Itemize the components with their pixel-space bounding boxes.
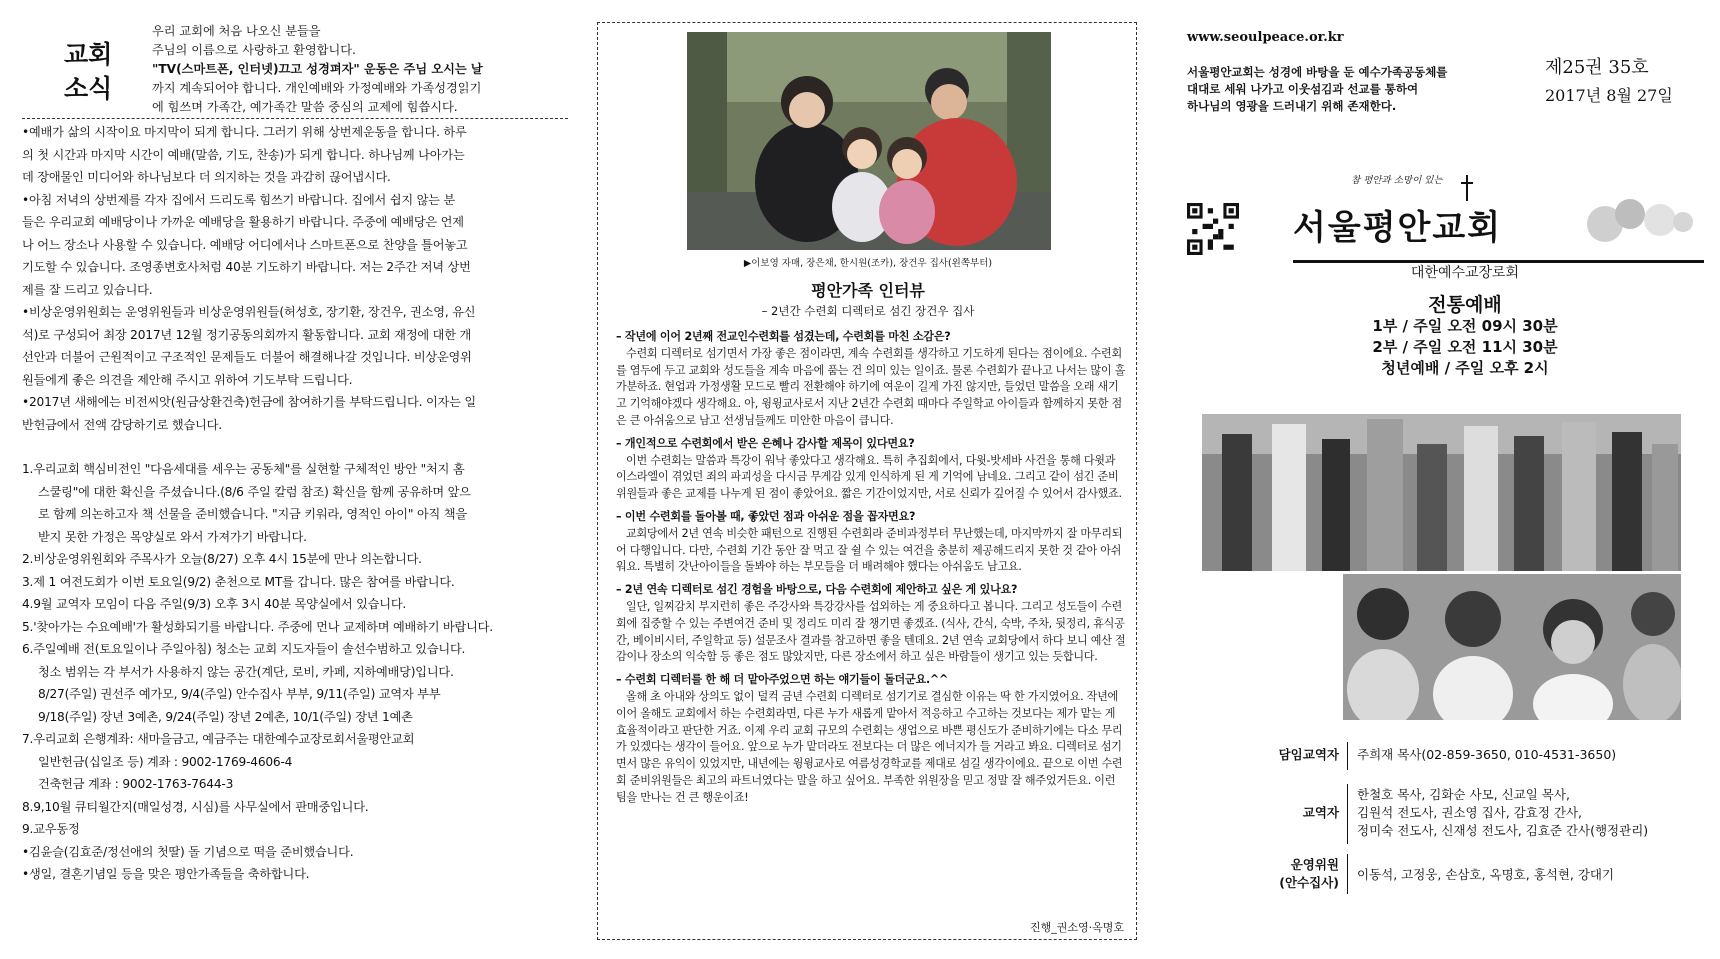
news-line: 9/18(주일) 장년 3예촌, 9/24(주일) 장년 2예촌, 10/1(주일) 장년 1예촌: [38, 709, 413, 724]
qr-code-icon: [1187, 203, 1239, 255]
photo-caption: ▶이보영 자매, 장은채, 한시원(조카), 장건우 집사(왼쪽부터): [743, 258, 993, 269]
news-line: 들은 우리교회 예배당이나 가까운 예배당을 활용하기 바랍니다. 주중에 예배당은 언제: [22, 215, 464, 229]
news-line: 로 함께 의논하고자 책 선물을 준비했습니다. "지금 키워라, 영적인 아이" 아직 책을: [38, 507, 467, 521]
divider: [1347, 854, 1348, 894]
news-line: 2.비상운영위원회와 주목사가 오늘(8/27) 오후 4시 15분에 만나 의논합니다.: [22, 552, 422, 566]
news-line: 8.9,10월 큐티월간지(매일성경, 시심)를 사무실에서 판매중입니다.: [22, 799, 369, 814]
staff-label: 운영위원 (안수집사): [1279, 857, 1339, 890]
interview-answer: 올해 초 아내와 상의도 없이 덜컥 금년 수련회 디렉터로 섬기기로 결심한 이유는 딱 한 가지였어요. 작년에 이어 올해도 교회에서 하는 수련회라면, 다른 누가 새롭게 맡아서 적응하고 수고하는 것보다는 제가 맡는 게 효율적이라고 판단한 거죠. 이제 우리 교회 규모의 수련회는 생업으로 바쁜 평신도가 준비하기에는 다소 무리가 있겠다는 생각이 들어요. 앞으로 누가 맡더라도 전보다는 더 많은 에너지가 들 거라고 봐요. 디렉터로 섬기면서 많은 유익이 있었지만, 내년에는 윙윙교사로 여름성경학교를 제대로 섬길 생각이에요. 끝으로 이번 수련회 준비위원들은 최고의 파트너였다는 말을 하고 싶어요. 부족한 위원장을 믿고 정말 잘 해주었거든요. 이런 팀을 만나는 건 큰 행운이죠!: [616, 689, 1123, 804]
news-line: 석)로 구성되어 최장 2017년 12월 정기공동의회까지 활동합니다. 교회 재정에 대한 개: [22, 327, 472, 342]
news-line: 제를 잘 드리고 있습니다.: [22, 282, 153, 297]
volume-number: 제25권 35호: [1545, 57, 1649, 78]
news-line: 반헌금에서 전액 감당하기로 했습니다.: [22, 417, 222, 432]
staff-label: 교역자: [1302, 805, 1339, 820]
staff-value: 정미숙 전도사, 신재성 전도사, 김효준 간사(행정관리): [1357, 823, 1649, 838]
news-line: 선안과 더불어 근원적이고 구조적인 문제들도 더불어 해결해나갈 것입니다. 비상운영위: [22, 350, 472, 364]
news-line: •김윤슬(김효준/정선애의 첫딸) 돌 기념으로 떡을 준비했습니다.: [22, 844, 354, 859]
staff-value: 이동석, 고정웅, 손삼호, 옥명호, 홍석현, 강대기: [1357, 867, 1615, 882]
interview-title: 평안가족 인터뷰: [811, 281, 925, 300]
news-line: •아침 저녁의 상번제를 각자 집에서 드리도록 힘쓰기 바랍니다. 집에서 쉽지 않는 분: [22, 192, 455, 207]
news-intro: 우리 교회에 처음 나오신 분들을 주님의 이름으로 사랑하고 환영합니다. "TV(스마트폰, 인터넷)끄고 성경펴자" 운동은 주님 오시는 날 까지 계속되어야 합니다. 개인예배와 가정예배와 가족성경읽기 에 힘쓰며 가족간, 예가족간 말씀 중심의 교제에 힘씁시다.: [152, 24, 483, 114]
staff-value: 한철호 목사, 김화순 사모, 신교일 목사,: [1357, 787, 1570, 802]
decorative-circles-icon: [1585, 192, 1695, 252]
news-line: •비상운영위원회는 운영위원들과 비상운영위원들(허성호, 장기환, 장건우, 권소영, 유신: [22, 305, 476, 319]
interview-body: [616, 329, 1126, 807]
divider: [22, 118, 568, 119]
interview-credit: 진행_권소영·옥명호: [1029, 921, 1124, 934]
staff-value: 김원석 전도사, 권소영 집사, 감효정 간사,: [1357, 805, 1582, 820]
interview-answer: 교회당에서 2년 연속 비슷한 패턴으로 진행된 수련회라 준비과정부터 무난했는데, 마지막까지 잘 마무리되어 다행입니다. 다만, 수련회 기간 동안 잘 먹고 잘 쉴 수 있는 여건을 충분히 제공해드리지 못한 것 같아 아쉬워요. 특별히 갓난아이들을 돌봐야 하는 부모들을 더 배려해야 했다는 아쉬움도 남고요.: [616, 526, 1123, 574]
news-body: [22, 121, 568, 886]
divider: [1347, 784, 1348, 844]
news-line: •생일, 결혼기념일 등을 맞은 평안가족들을 축하합니다.: [22, 867, 310, 881]
news-line: 건축헌금 계좌 : 9002-1763-7644-3: [38, 777, 234, 791]
news-heading: 교회 소식: [64, 40, 113, 103]
website-url[interactable]: www.seoulpeace.or.kr: [1187, 30, 1344, 45]
news-line: 5.'찾아가는 수요예배'가 활성화되기를 바랍니다. 주중에 먼나 교제하며 예배하기 바랍니다.: [22, 619, 493, 634]
church-logo-name: 서울평안교회: [1293, 208, 1503, 248]
interview-box: [597, 22, 1137, 940]
news-line: 8/27(주일) 권선주 예가모, 9/4(주일) 안수집사 부부, 9/11(주일) 교역자 부부: [38, 687, 441, 701]
denomination: 대한예수교장로회: [1410, 265, 1520, 281]
interview-question: – 개인적으로 수련회에서 받은 은혜나 감사할 제목이 있다면요?: [616, 436, 915, 450]
interview-subtitle: – 2년간 수련회 디렉터로 섬긴 장건우 집사: [761, 304, 975, 318]
news-line: 1.우리교회 핵심비전인 "다음세대를 세우는 공동체"를 실현할 구체적인 방안 "처지 홈: [22, 462, 465, 476]
prayer-photo: [1202, 414, 1681, 571]
interview-question: – 2년 연속 디렉터로 섬긴 경험을 바탕으로, 다음 수련회에 제안하고 싶은 게 있나요?: [616, 583, 1018, 597]
cross-icon: [1460, 175, 1474, 201]
interview-question: – 이번 수련회를 돌아볼 때, 좋았던 점과 아쉬운 점을 꼽자면요?: [616, 509, 916, 523]
news-line: 데 장애물인 미디어와 하나님보다 더 의지하는 것을 과감히 끊어냅시다.: [22, 170, 391, 184]
news-line: 스쿨링"에 대한 확신을 주셨습니다.(8/6 주일 칼럼 참조) 확신을 함께 공유하며 앞으: [38, 484, 471, 499]
children-praying-photo: [1343, 574, 1681, 720]
news-line: 기도할 수 있습니다. 조영종변호사처럼 40분 기도하기 바랍니다. 저는 2주간 저녁 상번: [22, 260, 471, 274]
interview-question: – 작년에 이어 2년째 전교인수련회를 섬겼는데, 수련회를 마친 소감은?: [616, 330, 951, 343]
news-line: 3.제 1 여전도회가 이번 토요일(9/2) 춘천으로 MT를 갑니다. 많은 참여를 바랍니다.: [22, 574, 455, 589]
service-times: 1부 / 주일 오전 09시 30분 2부 / 주일 오전 11시 30분 청년예배 / 주일 오후 2시: [1372, 317, 1558, 377]
interview-answer: 수련회 디렉터로 섬기면서 가장 좋은 점이라면, 계속 수련회를 생각하고 기도하게 된다는 점이에요. 수련회를 염두에 두고 교회와 성도들을 계속 마음에 품는 건 의미 있는 일이죠. 물론 수련회가 끝나고 나서는 많이 홀가분하죠. 현업과 가정생활 모드로 빨리 전환해야 하기에 여운이 길게 가진 않지만, 들었던 말씀을 오래 새기고 기억해야겠다 생각해요. 아, 윙윙교사로서 지난 2년간 수련회 때마다 주일학교 아이들과 함께하지 못한 점은 큰 아쉬움으로 남고 선생님들께도 미안한 마음이 큽니다.: [616, 346, 1126, 427]
church-tagline: 참 평안과 소망이 있는: [1351, 175, 1443, 186]
news-line: 일반헌금(십일조 등) 계좌 : 9002-1769-4606-4: [38, 754, 293, 769]
news-line: 청소 범위는 각 부서가 사용하지 않는 공간(계단, 로비, 카페, 지하예배당)입니다.: [38, 664, 454, 679]
interview-answer: 일단, 일찌감치 부지런히 좋은 주강사와 특강강사를 섭외하는 게 중요하다고 봅니다. 그리고 성도들이 수련회에 집중할 수 있는 주변여건 준비 및 정리도 미리 잘 챙기면 좋겠죠. (식사, 간식, 숙박, 주차, 뒷정리, 휴식공간, 베이비시터, 주일학교 등) 설문조사 결과를 참고하면 좋을 텐데요. 2년 연속 교회당에서 하다 보니 예산 절감이나 장소의 익숙함 등 좋은 점도 많았지만, 다른 장소에서 하고 싶은 바람들이 생기고 있는 듯합니다.: [616, 599, 1126, 664]
news-line: 의 첫 시간과 마지막 시간이 예배(말씀, 기도, 찬송)가 되게 합니다. 하나님께 나아가는: [22, 147, 465, 162]
news-line: •2017년 새해에는 비전씨앗(원금상환건축)헌금에 참여하기를 부탁드립니다. 이자는 일: [22, 395, 476, 409]
divider: [1347, 742, 1348, 770]
news-line: 9.교우동정: [22, 822, 80, 836]
issue-date: 2017년 8월 27일: [1545, 86, 1673, 105]
news-line: 4.9월 교역자 모임이 다음 주일(9/3) 오후 3시 40분 목양실에서 있습니다.: [22, 597, 407, 611]
news-line: 나 어느 장소나 사용할 수 있습니다. 예배당 어디에서나 스마트폰으로 찬양을 틀어놓고: [22, 237, 468, 252]
staff-value: 주희재 목사(02-859-3650, 010-4531-3650): [1357, 747, 1617, 762]
mission-statement: 서울평안교회는 성경에 바탕을 둔 예수가족공동체를 대대로 세워 나가고 이웃섬김과 선교를 통하여 하나님의 영광을 드러내기 위해 존재한다.: [1187, 65, 1448, 113]
interview-question: – 수련회 디렉터를 한 해 더 맡아주었으면 하는 얘기들이 돌더군요.^^: [616, 673, 948, 687]
news-line: 7.우리교회 은행계좌: 새마을금고, 예금주는 대한예수교장로회서울평안교회: [22, 732, 415, 746]
family-photo: [687, 32, 1051, 250]
news-line: 원들에게 좋은 의견을 제안해 주시고 위하여 기도부탁 드립니다.: [22, 372, 353, 387]
interview-answer: 이번 수련회는 말씀과 특강이 워낙 좋았다고 생각해요. 특히 추집회에서, 다윗-밧세바 사건을 통해 다윗과 이스라엘이 겪었던 죄의 파괴성을 다시금 무게감 있게 인식하게 된 게 기억에 남네요. 그리고 같이 섬긴 준비위원들과 좋은 교제를 나누게 된 점이 좋았어요. 짧은 기간이었지만, 서로 신뢰가 깊어질 수 있어서 감사했죠.: [616, 453, 1122, 501]
news-line: •예배가 삶의 시작이요 마지막이 되게 합니다. 그러기 위해 상번제운동을 합니다. 하루: [22, 125, 467, 139]
service-title: 전통예배: [1428, 294, 1502, 316]
news-line: 받지 못한 가정은 목양실로 와서 가져가기 바랍니다.: [38, 529, 307, 544]
staff-label: 담임교역자: [1278, 747, 1339, 762]
news-line: 6.주일예배 전(토요일이나 주일아침) 청소는 교회 지도자들이 솔선수범하고 있습니다.: [22, 642, 466, 656]
